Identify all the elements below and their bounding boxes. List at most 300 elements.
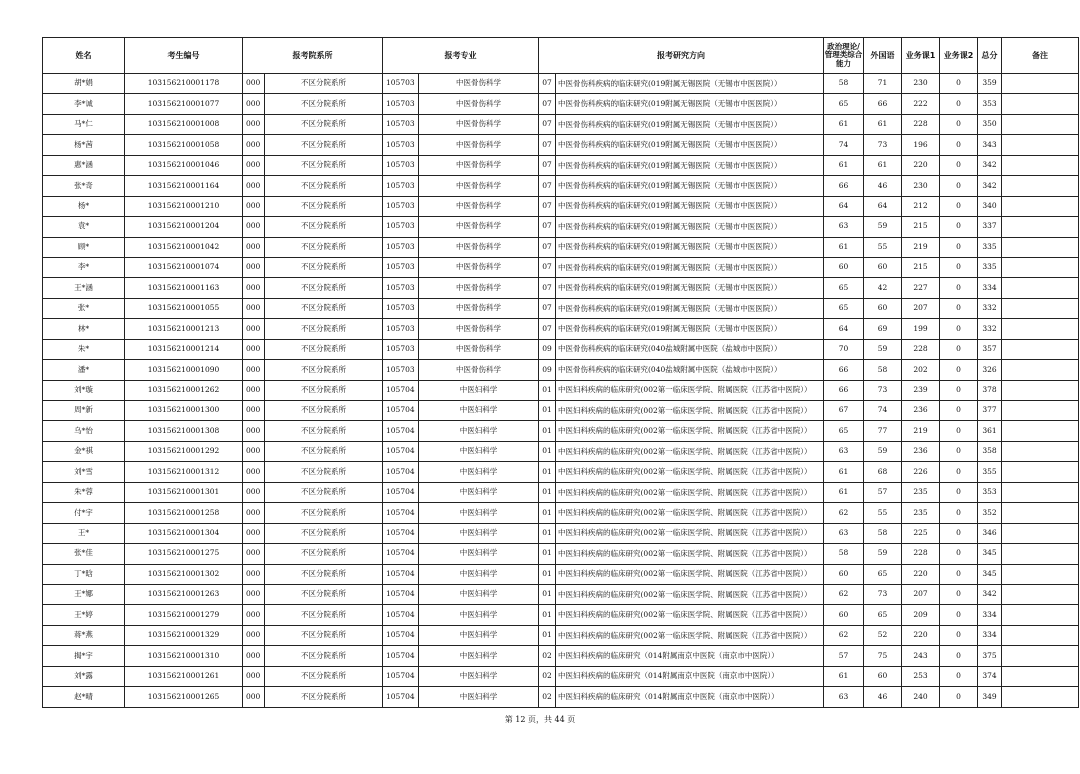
cell-total-score: 374: [978, 666, 1002, 686]
cell-direction: 中医妇科疾病的临床研究(002第一临床医学院、附属医院（江苏省中医院））: [556, 625, 824, 645]
cell-remark: [1002, 462, 1079, 482]
cell-politics-score: 70: [824, 339, 864, 359]
cell-major-code: 105704: [383, 421, 419, 441]
cell-name: 揭*宇: [43, 646, 125, 666]
cell-remark: [1002, 421, 1079, 441]
cell-dept-code: 000: [243, 155, 265, 175]
cell-exam-id: 103156210001310: [125, 646, 243, 666]
cell-dept: 不区分院系所: [265, 319, 383, 339]
cell-politics-score: 61: [824, 482, 864, 502]
cell-major: 中医骨伤科学: [419, 278, 539, 298]
cell-exam-id: 103156210001077: [125, 94, 243, 114]
cell-remark: [1002, 74, 1079, 94]
cell-foreign-score: 68: [864, 462, 902, 482]
cell-name: 林*: [43, 319, 125, 339]
cell-direction: 中医骨伤科疾病的临床研究(019附属无锡医院（无锡市中医医院））: [556, 155, 824, 175]
cell-dept: 不区分院系所: [265, 298, 383, 318]
cell-dept: 不区分院系所: [265, 584, 383, 604]
cell-dept: 不区分院系所: [265, 360, 383, 380]
cell-foreign-score: 60: [864, 298, 902, 318]
cell-politics-score: 65: [824, 421, 864, 441]
table-row: [43, 687, 1079, 707]
cell-major: 中医妇科学: [419, 523, 539, 543]
cell-major-code: 105703: [383, 319, 419, 339]
cell-total-score: 353: [978, 482, 1002, 502]
table-row: [43, 114, 1079, 134]
cell-total-score: 377: [978, 401, 1002, 421]
table-row: [43, 625, 1079, 645]
cell-politics-score: 63: [824, 523, 864, 543]
cell-course2-score: 0: [940, 462, 978, 482]
cell-exam-id: 103156210001090: [125, 360, 243, 380]
cell-course1-score: 240: [902, 687, 940, 707]
cell-dept-code: 000: [243, 584, 265, 604]
header-course2: 业务课2: [940, 38, 978, 74]
cell-exam-id: 103156210001074: [125, 257, 243, 277]
cell-direction-code: 07: [539, 237, 556, 257]
cell-direction: 中医妇科疾病的临床研究(002第一临床医学院、附属医院（江苏省中医院））: [556, 523, 824, 543]
cell-major: 中医骨伤科学: [419, 319, 539, 339]
header-total: 总分: [978, 38, 1002, 74]
cell-course1-score: 239: [902, 380, 940, 400]
cell-course2-score: 0: [940, 114, 978, 134]
cell-direction: 中医骨伤科疾病的临床研究(019附属无锡医院（无锡市中医医院））: [556, 217, 824, 237]
cell-direction: 中医骨伤科疾病的临床研究(019附属无锡医院（无锡市中医医院））: [556, 237, 824, 257]
cell-politics-score: 64: [824, 319, 864, 339]
cell-direction-code: 01: [539, 584, 556, 604]
cell-politics-score: 58: [824, 544, 864, 564]
cell-remark: [1002, 625, 1079, 645]
cell-total-score: 350: [978, 114, 1002, 134]
cell-dept-code: 000: [243, 339, 265, 359]
cell-major-code: 105703: [383, 278, 419, 298]
cell-course2-score: 0: [940, 298, 978, 318]
cell-dept-code: 000: [243, 401, 265, 421]
cell-direction: 中医妇科疾病的临床研究(002第一临床医学院、附属医院（江苏省中医院））: [556, 462, 824, 482]
cell-exam-id: 103156210001058: [125, 135, 243, 155]
cell-course1-score: 220: [902, 155, 940, 175]
cell-dept: 不区分院系所: [265, 482, 383, 502]
cell-foreign-score: 64: [864, 196, 902, 216]
cell-direction-code: 07: [539, 114, 556, 134]
cell-dept-code: 000: [243, 503, 265, 523]
cell-total-score: 349: [978, 687, 1002, 707]
cell-remark: [1002, 278, 1079, 298]
cell-course2-score: 0: [940, 237, 978, 257]
cell-direction: 中医妇科疾病的临床研究(002第一临床医学院、附属医院（江苏省中医院））: [556, 401, 824, 421]
cell-dept: 不区分院系所: [265, 176, 383, 196]
cell-exam-id: 103156210001261: [125, 666, 243, 686]
cell-major: 中医骨伤科学: [419, 135, 539, 155]
header-name: 姓名: [43, 38, 125, 74]
table-row: [43, 319, 1079, 339]
cell-major-code: 105704: [383, 503, 419, 523]
cell-direction-code: 01: [539, 421, 556, 441]
cell-major-code: 105704: [383, 380, 419, 400]
cell-dept: 不区分院系所: [265, 74, 383, 94]
cell-course2-score: 0: [940, 503, 978, 523]
cell-total-score: 334: [978, 625, 1002, 645]
cell-dept: 不区分院系所: [265, 625, 383, 645]
cell-direction-code: 01: [539, 523, 556, 543]
cell-major: 中医妇科学: [419, 605, 539, 625]
cell-dept-code: 000: [243, 441, 265, 461]
cell-major: 中医妇科学: [419, 646, 539, 666]
cell-foreign-score: 75: [864, 646, 902, 666]
table-row: [43, 217, 1079, 237]
cell-dept: 不区分院系所: [265, 278, 383, 298]
header-exam-id: 考生编号: [125, 38, 243, 74]
cell-course2-score: 0: [940, 94, 978, 114]
table-row: [43, 257, 1079, 277]
cell-major: 中医妇科学: [419, 687, 539, 707]
cell-exam-id: 103156210001210: [125, 196, 243, 216]
cell-major: 中医骨伤科学: [419, 155, 539, 175]
cell-exam-id: 103156210001308: [125, 421, 243, 441]
cell-course1-score: 253: [902, 666, 940, 686]
cell-name: 乌*怡: [43, 421, 125, 441]
cell-name: 金*祺: [43, 441, 125, 461]
cell-major: 中医妇科学: [419, 462, 539, 482]
cell-total-score: 332: [978, 298, 1002, 318]
cell-total-score: 326: [978, 360, 1002, 380]
cell-major: 中医骨伤科学: [419, 94, 539, 114]
cell-direction: 中医骨伤科疾病的临床研究(040盐城附属中医院（盐城市中医院））: [556, 339, 824, 359]
table-row: [43, 421, 1079, 441]
cell-dept-code: 000: [243, 421, 265, 441]
cell-direction-code: 07: [539, 94, 556, 114]
cell-course2-score: 0: [940, 482, 978, 502]
cell-foreign-score: 59: [864, 217, 902, 237]
cell-exam-id: 103156210001301: [125, 482, 243, 502]
admission-score-sheet: [42, 37, 1048, 708]
cell-course1-score: 220: [902, 625, 940, 645]
cell-major-code: 105704: [383, 523, 419, 543]
cell-major: 中医骨伤科学: [419, 257, 539, 277]
cell-remark: [1002, 360, 1079, 380]
cell-course1-score: 212: [902, 196, 940, 216]
table-row: [43, 339, 1079, 359]
table-row: [43, 646, 1079, 666]
cell-dept-code: 000: [243, 523, 265, 543]
cell-dept: 不区分院系所: [265, 380, 383, 400]
cell-course1-score: 235: [902, 482, 940, 502]
cell-foreign-score: 59: [864, 544, 902, 564]
cell-exam-id: 103156210001204: [125, 217, 243, 237]
cell-direction-code: 07: [539, 217, 556, 237]
cell-course2-score: 0: [940, 421, 978, 441]
cell-major: 中医妇科学: [419, 503, 539, 523]
cell-remark: [1002, 380, 1079, 400]
cell-exam-id: 103156210001279: [125, 605, 243, 625]
cell-dept: 不区分院系所: [265, 564, 383, 584]
cell-major-code: 105703: [383, 196, 419, 216]
cell-total-score: 332: [978, 319, 1002, 339]
cell-foreign-score: 65: [864, 605, 902, 625]
cell-course2-score: 0: [940, 441, 978, 461]
cell-direction: 中医妇科疾病的临床研究（014附属南京中医院（南京市中医院））: [556, 687, 824, 707]
cell-dept-code: 000: [243, 319, 265, 339]
cell-name: 顾*: [43, 237, 125, 257]
cell-dept: 不区分院系所: [265, 687, 383, 707]
cell-direction: 中医妇科疾病的临床研究(002第一临床医学院、附属医院（江苏省中医院））: [556, 605, 824, 625]
cell-total-score: 355: [978, 462, 1002, 482]
cell-dept: 不区分院系所: [265, 135, 383, 155]
cell-major: 中医骨伤科学: [419, 339, 539, 359]
cell-foreign-score: 58: [864, 360, 902, 380]
cell-name: 刘*露: [43, 666, 125, 686]
cell-politics-score: 60: [824, 257, 864, 277]
cell-name: 蒋*燕: [43, 625, 125, 645]
cell-major-code: 105703: [383, 298, 419, 318]
cell-dept: 不区分院系所: [265, 257, 383, 277]
cell-total-score: 345: [978, 564, 1002, 584]
cell-total-score: 353: [978, 94, 1002, 114]
score-table: [42, 37, 1079, 708]
cell-remark: [1002, 237, 1079, 257]
cell-course1-score: 236: [902, 441, 940, 461]
cell-course1-score: 196: [902, 135, 940, 155]
table-row: [43, 401, 1079, 421]
cell-major: 中医骨伤科学: [419, 217, 539, 237]
cell-major-code: 105704: [383, 441, 419, 461]
cell-politics-score: 67: [824, 401, 864, 421]
cell-dept-code: 000: [243, 646, 265, 666]
table-row: [43, 196, 1079, 216]
cell-course1-score: 228: [902, 339, 940, 359]
cell-direction-code: 01: [539, 503, 556, 523]
cell-foreign-score: 57: [864, 482, 902, 502]
cell-direction-code: 01: [539, 605, 556, 625]
cell-politics-score: 65: [824, 94, 864, 114]
cell-dept-code: 000: [243, 257, 265, 277]
cell-course1-score: 226: [902, 462, 940, 482]
cell-total-score: 343: [978, 135, 1002, 155]
cell-exam-id: 103156210001163: [125, 278, 243, 298]
cell-direction-code: 01: [539, 544, 556, 564]
table-row: [43, 94, 1079, 114]
table-row: [43, 237, 1079, 257]
cell-foreign-score: 73: [864, 584, 902, 604]
table-row: [43, 564, 1079, 584]
cell-exam-id: 103156210001302: [125, 564, 243, 584]
cell-dept: 不区分院系所: [265, 441, 383, 461]
cell-remark: [1002, 257, 1079, 277]
cell-foreign-score: 55: [864, 237, 902, 257]
cell-direction: 中医妇科疾病的临床研究(002第一临床医学院、附属医院（江苏省中医院））: [556, 503, 824, 523]
cell-foreign-score: 61: [864, 155, 902, 175]
cell-course1-score: 236: [902, 401, 940, 421]
cell-major-code: 105704: [383, 564, 419, 584]
cell-direction-code: 07: [539, 135, 556, 155]
cell-name: 李*诚: [43, 94, 125, 114]
cell-direction-code: 01: [539, 482, 556, 502]
cell-major-code: 105703: [383, 360, 419, 380]
cell-total-score: 342: [978, 176, 1002, 196]
cell-course2-score: 0: [940, 666, 978, 686]
cell-direction-code: 01: [539, 441, 556, 461]
cell-major-code: 105703: [383, 135, 419, 155]
cell-total-score: 375: [978, 646, 1002, 666]
cell-major-code: 105704: [383, 605, 419, 625]
cell-direction: 中医骨伤科疾病的临床研究(019附属无锡医院（无锡市中医医院））: [556, 176, 824, 196]
cell-dept-code: 000: [243, 74, 265, 94]
cell-total-score: 334: [978, 605, 1002, 625]
cell-politics-score: 63: [824, 217, 864, 237]
header-dept: 报考院系所: [243, 38, 383, 74]
cell-foreign-score: 46: [864, 687, 902, 707]
cell-politics-score: 66: [824, 380, 864, 400]
cell-remark: [1002, 114, 1079, 134]
header-foreign-language: 外国语: [864, 38, 902, 74]
cell-major: 中医骨伤科学: [419, 237, 539, 257]
cell-total-score: 345: [978, 544, 1002, 564]
cell-course2-score: 0: [940, 401, 978, 421]
cell-remark: [1002, 666, 1079, 686]
cell-politics-score: 74: [824, 135, 864, 155]
table-row: [43, 380, 1079, 400]
cell-foreign-score: 42: [864, 278, 902, 298]
cell-course2-score: 0: [940, 625, 978, 645]
cell-major: 中医妇科学: [419, 564, 539, 584]
cell-remark: [1002, 482, 1079, 502]
cell-direction: 中医骨伤科疾病的临床研究(019附属无锡医院（无锡市中医医院））: [556, 278, 824, 298]
cell-foreign-score: 69: [864, 319, 902, 339]
header-politics: 政治理论/管理类综合能力: [824, 38, 864, 74]
cell-course1-score: 209: [902, 605, 940, 625]
cell-remark: [1002, 339, 1079, 359]
cell-remark: [1002, 646, 1079, 666]
cell-foreign-score: 60: [864, 666, 902, 686]
cell-major: 中医骨伤科学: [419, 114, 539, 134]
cell-major-code: 105704: [383, 687, 419, 707]
cell-major: 中医妇科学: [419, 482, 539, 502]
cell-major-code: 105703: [383, 94, 419, 114]
table-row: [43, 584, 1079, 604]
cell-direction: 中医骨伤科疾病的临床研究(019附属无锡医院（无锡市中医医院））: [556, 135, 824, 155]
cell-politics-score: 58: [824, 74, 864, 94]
cell-exam-id: 103156210001042: [125, 237, 243, 257]
table-row: [43, 503, 1079, 523]
cell-total-score: 335: [978, 237, 1002, 257]
cell-course2-score: 0: [940, 360, 978, 380]
table-row: [43, 441, 1079, 461]
cell-major-code: 105704: [383, 625, 419, 645]
cell-remark: [1002, 401, 1079, 421]
cell-total-score: 342: [978, 155, 1002, 175]
cell-course1-score: 219: [902, 421, 940, 441]
cell-name: 张*佳: [43, 544, 125, 564]
cell-direction-code: 07: [539, 176, 556, 196]
cell-foreign-score: 61: [864, 114, 902, 134]
cell-politics-score: 61: [824, 462, 864, 482]
cell-foreign-score: 52: [864, 625, 902, 645]
cell-remark: [1002, 544, 1079, 564]
cell-direction: 中医骨伤科疾病的临床研究(019附属无锡医院（无锡市中医医院））: [556, 257, 824, 277]
cell-dept-code: 000: [243, 544, 265, 564]
table-row: [43, 176, 1079, 196]
cell-exam-id: 103156210001275: [125, 544, 243, 564]
cell-major-code: 105703: [383, 176, 419, 196]
cell-politics-score: 63: [824, 441, 864, 461]
cell-name: 付*宇: [43, 503, 125, 523]
header-major: 报考专业: [383, 38, 539, 74]
cell-exam-id: 103156210001329: [125, 625, 243, 645]
cell-dept: 不区分院系所: [265, 646, 383, 666]
cell-direction: 中医骨伤科疾病的临床研究(019附属无锡医院（无锡市中医医院））: [556, 319, 824, 339]
cell-remark: [1002, 176, 1079, 196]
cell-remark: [1002, 298, 1079, 318]
cell-total-score: 337: [978, 217, 1002, 237]
cell-major-code: 105703: [383, 114, 419, 134]
table-row: [43, 278, 1079, 298]
cell-foreign-score: 59: [864, 339, 902, 359]
cell-foreign-score: 59: [864, 441, 902, 461]
cell-direction: 中医骨伤科疾病的临床研究(019附属无锡医院（无锡市中医医院））: [556, 94, 824, 114]
cell-dept: 不区分院系所: [265, 155, 383, 175]
cell-foreign-score: 77: [864, 421, 902, 441]
cell-direction-code: 07: [539, 155, 556, 175]
cell-major: 中医妇科学: [419, 625, 539, 645]
cell-dept-code: 000: [243, 687, 265, 707]
cell-major-code: 105704: [383, 646, 419, 666]
cell-remark: [1002, 605, 1079, 625]
cell-dept: 不区分院系所: [265, 666, 383, 686]
cell-name: 杨*: [43, 196, 125, 216]
cell-major: 中医骨伤科学: [419, 298, 539, 318]
cell-politics-score: 65: [824, 278, 864, 298]
cell-exam-id: 103156210001178: [125, 74, 243, 94]
table-row: [43, 360, 1079, 380]
cell-course2-score: 0: [940, 646, 978, 666]
cell-dept: 不区分院系所: [265, 237, 383, 257]
cell-direction: 中医骨伤科疾病的临床研究(040盐城附属中医院（盐城市中医院））: [556, 360, 824, 380]
cell-exam-id: 103156210001214: [125, 339, 243, 359]
cell-course1-score: 207: [902, 298, 940, 318]
cell-major-code: 105704: [383, 544, 419, 564]
cell-direction: 中医妇科疾病的临床研究(002第一临床医学院、附属医院（江苏省中医院））: [556, 441, 824, 461]
cell-name: 王*: [43, 523, 125, 543]
cell-politics-score: 62: [824, 503, 864, 523]
cell-politics-score: 66: [824, 176, 864, 196]
table-row: [43, 462, 1079, 482]
cell-major: 中医妇科学: [419, 441, 539, 461]
cell-course1-score: 230: [902, 74, 940, 94]
cell-course2-score: 0: [940, 544, 978, 564]
cell-direction: 中医妇科疾病的临床研究(002第一临床医学院、附属医院（江苏省中医院））: [556, 482, 824, 502]
cell-dept-code: 000: [243, 564, 265, 584]
cell-course1-score: 199: [902, 319, 940, 339]
cell-total-score: 335: [978, 257, 1002, 277]
table-row: [43, 135, 1079, 155]
cell-name: 刘*璇: [43, 380, 125, 400]
cell-direction-code: 02: [539, 666, 556, 686]
cell-remark: [1002, 135, 1079, 155]
table-row: [43, 298, 1079, 318]
cell-direction-code: 07: [539, 74, 556, 94]
cell-direction-code: 01: [539, 380, 556, 400]
cell-exam-id: 103156210001292: [125, 441, 243, 461]
cell-dept-code: 000: [243, 360, 265, 380]
table-row: [43, 666, 1079, 686]
cell-name: 张*: [43, 298, 125, 318]
cell-major: 中医妇科学: [419, 380, 539, 400]
cell-course2-score: 0: [940, 217, 978, 237]
cell-direction-code: 07: [539, 196, 556, 216]
cell-course1-score: 235: [902, 503, 940, 523]
cell-total-score: 378: [978, 380, 1002, 400]
cell-major-code: 105704: [383, 401, 419, 421]
